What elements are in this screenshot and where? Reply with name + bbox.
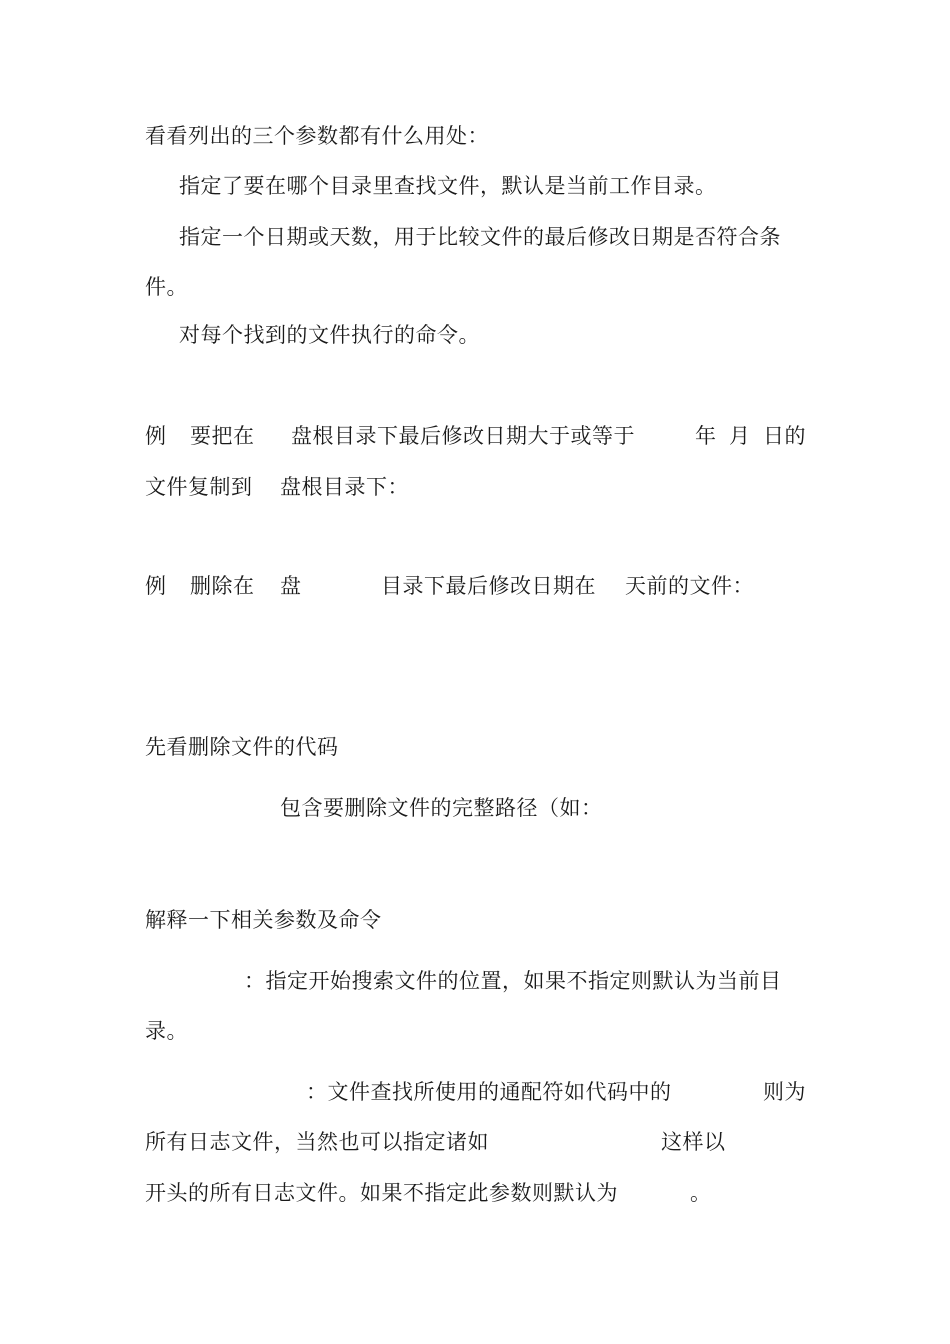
example2-text-d: 天前的文件： (625, 574, 754, 598)
example1-month: 月 (729, 424, 751, 448)
explain-pattern-line2-b: 这样以 (661, 1130, 726, 1154)
example2-text-b: 盘 (280, 574, 302, 598)
example1-line2-b: 盘根目录下： (280, 475, 409, 499)
param-date-description-cont: 件。 (145, 275, 188, 299)
explain-pattern-line2-a: 所有日志文件，当然也可以指定诸如 (145, 1130, 489, 1154)
param-path-description: 指定了要在哪个目录里查找文件，默认是当前工作目录。 (179, 174, 717, 198)
example2-label: 例 (145, 574, 167, 598)
explain-pattern-line3-b: 。 (690, 1181, 712, 1205)
example1-line2-a: 文件复制到 (145, 475, 253, 499)
example2-text-c: 目录下最后修改日期在 (381, 574, 596, 598)
example1-label: 例 (145, 424, 167, 448)
explain-pattern-b: 则为 (763, 1080, 806, 1104)
example2-text-a: 删除在 (190, 574, 255, 598)
code-note: 包含要删除文件的完整路径（如： (280, 796, 603, 820)
explain-heading: 解释一下相关参数及命令 (145, 908, 382, 932)
intro-text: 看看列出的三个参数都有什么用处： (145, 124, 489, 148)
param-date-description: 指定一个日期或天数，用于比较文件的最后修改日期是否符合条 (179, 225, 781, 249)
example1-day: 日的 (763, 424, 806, 448)
example1-text-a: 要把在 (190, 424, 255, 448)
explain-path-a: ：指定开始搜索文件的位置，如果不指定则默认为当前目 (244, 969, 782, 993)
code-heading: 先看删除文件的代码 (145, 735, 339, 759)
explain-pattern-a: ：文件查找所使用的通配符如代码中的 (306, 1080, 672, 1104)
param-command-description: 对每个找到的文件执行的命令。 (179, 323, 480, 347)
explain-path-b: 录。 (145, 1019, 188, 1043)
explain-pattern-line3-a: 开头的所有日志文件。如果不指定此参数则默认为 (145, 1181, 618, 1205)
example1-text-b: 盘根目录下最后修改日期大于或等于 (291, 424, 635, 448)
example1-year: 年 (695, 424, 717, 448)
